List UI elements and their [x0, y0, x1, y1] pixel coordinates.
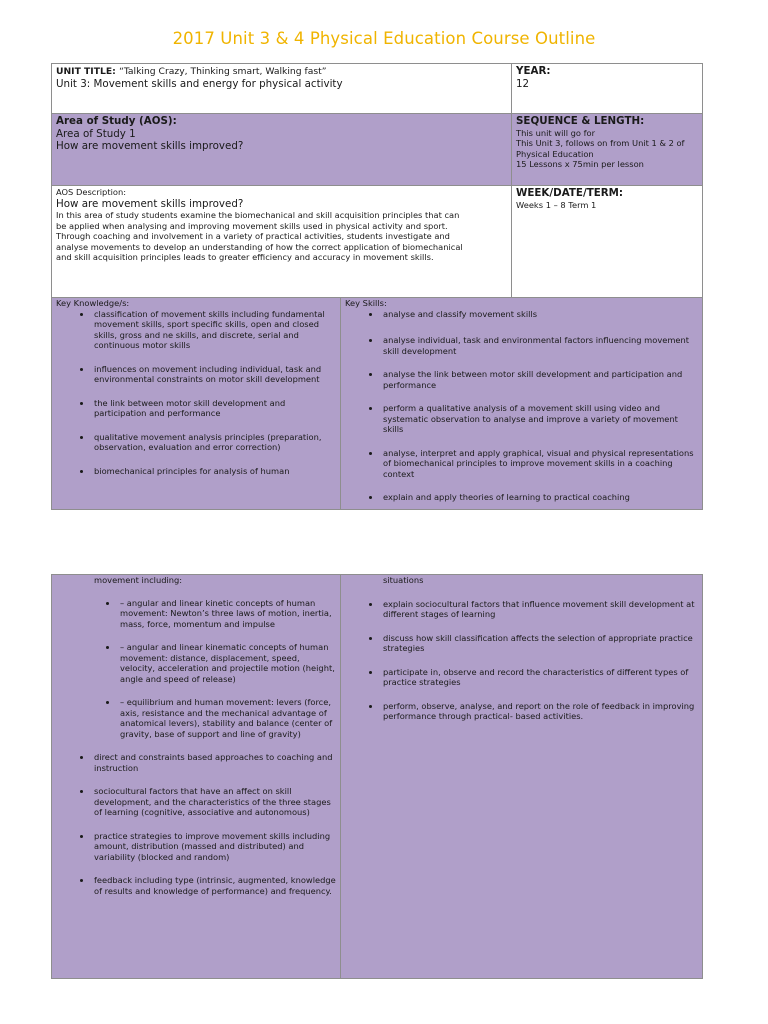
knowledge-skills-table-part1 — [51, 297, 703, 510]
aos-description-line: analyse movements to develop an understanding of how the correct application of biomechanical — [56, 241, 463, 252]
list-item: • classification of movement skills including fundamental movement skills, sport specific skills, open and closed skills, gross and ne skills, and discrete, serial and continuous motor skills — [92, 309, 336, 351]
list-item: • sociocultural factors that have an affect on skill development, and the characteristics of the three stages of learning (cognitive, associative and autonomous) — [92, 786, 336, 818]
year-label: YEAR: — [516, 65, 551, 77]
list-item: • analyse and classify movement skills — [381, 309, 698, 320]
sequence-line: 15 Lessons x 75min per lesson — [516, 159, 644, 169]
list-item: • qualitative movement analysis principles (preparation, observation, evaluation and error correction) — [92, 432, 336, 453]
key-skills-continued-cell — [341, 575, 703, 979]
sequence-line: This unit will go for — [516, 127, 596, 138]
sequence-cell — [512, 114, 703, 186]
list-item: • perform a qualitative analysis of a movement skill using video and systematic observation to analyse and improve a variety of movement skills — [381, 403, 698, 435]
unit-title-cell — [52, 64, 512, 114]
unit-title-value: “Talking Crazy, Thinking smart, Walking fast” — [119, 66, 327, 77]
key-skills-cell — [341, 298, 703, 510]
list-item: • explain sociocultural factors that influence movement skill development at different stages of learning — [381, 599, 698, 620]
week-cell — [512, 186, 703, 298]
sequence-line: Physical Education — [516, 148, 594, 159]
aos-description-line: In this area of study students examine the biomechanical and skill acquisition principles that can — [56, 210, 460, 220]
key-knowledge-cell — [52, 298, 341, 510]
aos-label: Area of Study (AOS): — [56, 115, 177, 127]
aos-description-cell — [52, 186, 512, 298]
unit-info-table — [51, 63, 703, 298]
list-item: • feedback including type (intrinsic, augmented, knowledge of results and knowledge of performance) and frequency. — [92, 875, 336, 896]
sequence-label: SEQUENCE & LENGTH: — [516, 115, 645, 127]
year-value: 12 — [516, 77, 530, 90]
aos-line2: How are movement skills improved? — [56, 140, 244, 152]
key-skills-list — [345, 309, 698, 503]
week-label: WEEK/DATE/TERM: — [516, 187, 624, 199]
list-item: • analyse individual, task and environmental factors influencing movement skill development — [381, 335, 698, 356]
list-item: • explain and apply theories of learning to practical coaching — [381, 492, 698, 503]
list-item: • discuss how skill classification affects the selection of appropriate practice strategies — [381, 633, 698, 654]
list-item: • practice strategies to improve movement skills including amount, distribution (massed and distributed) and variability (blocked and random) — [92, 831, 336, 863]
list-item: • analyse, interpret and apply graphical, visual and physical representations of biomechanical principles to improve movement skills in a coaching context — [381, 448, 698, 480]
aos-line1: Area of Study 1 — [56, 127, 136, 140]
list-item: • direct and constraints based approaches to coaching and instruction — [92, 752, 336, 773]
list-item: • influences on movement including individual, task and environmental constraints on motor skill development — [92, 364, 336, 385]
unit-title-label: UNIT TITLE: — [56, 66, 116, 77]
key-knowledge-continued-cell — [52, 575, 341, 979]
list-item: • analyse the link between motor skill development and participation and performance — [381, 369, 698, 390]
page-title: 2017 Unit 3 & 4 Physical Education Course Outline — [172, 29, 596, 48]
list-item: • – angular and linear kinematic concepts of human movement: distance, displacement, speed, velocity, acceleration and projectile motion (height, angle and speed of release) — [118, 642, 336, 684]
key-knowledge-list — [56, 309, 336, 477]
list-item: • the link between motor skill development and participation and performance — [92, 398, 336, 419]
week-value: Weeks 1 – 8 Term 1 — [516, 199, 597, 210]
list-item: • – equilibrium and human movement: levers (force, axis, resistance and the mechanical advantage of anatomical levers), stability and balance (center of gravity, base of support and line of gravity) — [118, 697, 336, 739]
list-item: • – angular and linear kinetic concepts of human movement: Newton’s three laws of motion, inertia, mass, force, momentum and impulse — [118, 598, 336, 630]
list-item: • perform, observe, analyse, and report on the role of feedback in improving performance through practical- based activities. — [381, 701, 698, 722]
key-skills-label: Key Skills: — [345, 298, 387, 308]
key-knowledge-sublist — [56, 598, 336, 740]
key-skills-continuation: situations — [383, 575, 424, 585]
key-knowledge-label: Key Knowledge/s: — [56, 298, 130, 308]
knowledge-skills-table-part2 — [51, 574, 703, 979]
aos-description-line: and skill acquisition principles leads to greater efficiency and accuracy in movement skills. — [56, 252, 434, 262]
aos-description-line: be applied when analysing and improving movement skills used in physical activity and sport. — [56, 220, 448, 231]
sequence-line: This Unit 3, follows on from Unit 1 & 2 of — [516, 138, 685, 148]
aos-description-label: AOS Description: — [56, 187, 127, 197]
key-knowledge-list-continued — [56, 752, 336, 896]
year-cell — [512, 64, 703, 114]
unit-subtitle: Unit 3: Movement skills and energy for physical activity — [56, 77, 343, 90]
aos-cell — [52, 114, 512, 186]
key-knowledge-continuation: movement including: — [94, 575, 183, 585]
list-item: • participate in, observe and record the characteristics of different types of practice strategies — [381, 667, 698, 688]
list-item: • biomechanical principles for analysis of human — [92, 466, 336, 477]
aos-description-line: Through coaching and involvement in a variety of practical activities, students investigate and — [56, 231, 450, 241]
key-skills-list-continued — [345, 599, 698, 722]
aos-description-heading: How are movement skills improved? — [56, 197, 244, 210]
